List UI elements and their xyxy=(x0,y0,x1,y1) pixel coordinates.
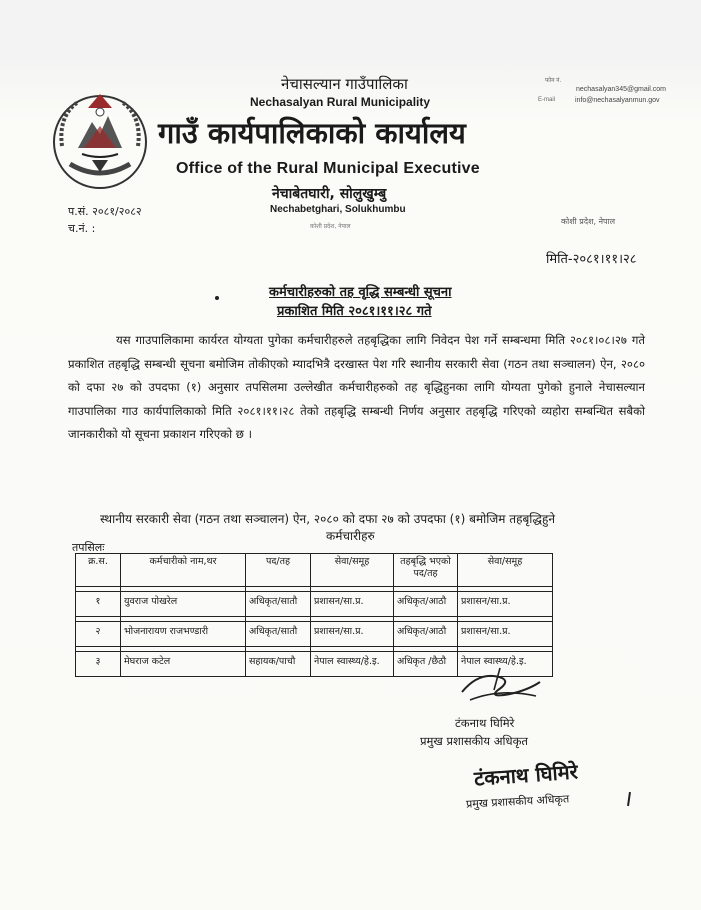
table-title-line-1: स्थानीय सरकारी सेवा (गठन तथा सञ्चालन) ऐन, २०८० को दफा २७ को उपदफा (१) बमोजिम तहबृद्धिहुने xyxy=(100,512,556,526)
name-stamp: टंकनाथ घिमिरे xyxy=(473,759,579,791)
cell-post: सहायक/पाचौ xyxy=(246,652,311,677)
staff-promotion-table xyxy=(75,553,553,677)
cell-service: प्रशासन/सा.प्र. xyxy=(311,592,394,617)
email-secondary: info@nechasalyanmun.gov xyxy=(575,97,660,104)
table-row xyxy=(76,622,553,647)
notice-body: यस गाउपालिकामा कार्यरत योग्यता पुगेका कर्मचारीहरुले तहबृद्धिका लागि निवेदन पेश गर्ने सम्बन्धमा मिति २०८१।०८।२७ गते प्रकाशित तहबृद्धि सम्बन्धी सूचना बमोजिम तोकीएको म्यादभित्रै दरखास्त पेश गरि स्थानीय सरकारी सेवा (गठन तथा सञ्चालन) ऐन, २०८० को दफा २७ को उपदफा (१) अनुसार तपसिलमा उल्लेखीत कर्मचारीहरुको तह बृद्धिहुनका लागि योग्यता पुगेको हुनाले नेचासल्यान गाउपालिका गाउ कार्यपालिकाको मिति २०८१।११।२८ तेको तहबृद्धि सम्बन्धी निर्णय अनुसार तहबृद्धि गरिएको व्यहोरा सम्बन्धित सबैको जानकारीको यो सूचना प्रकाशन गरिएको छ । xyxy=(68,333,645,441)
cell-post: अधिकृत/सातौ xyxy=(246,592,311,617)
letter-date: मिति-२०८१।११।२८ xyxy=(546,252,637,267)
handwritten-signature xyxy=(440,660,550,710)
table-title-line-2: कर्मचारीहरु xyxy=(326,529,375,543)
dispatch-number: च.नं. : xyxy=(68,222,96,235)
office-title-en: Office of the Rural Municipal Executive xyxy=(176,160,480,177)
cell-serial: ३ xyxy=(76,652,121,677)
cell-new-service: नेपाल स्वास्थ्य/हे.इ. xyxy=(458,652,553,677)
cell-name: मेघराज कटेल xyxy=(121,652,246,677)
cell-new-service: प्रशासन/सा.प्र. xyxy=(458,622,553,647)
cell-new-service: प्रशासन/सा.प्र. xyxy=(458,592,553,617)
tapsil-label: तपसिलः xyxy=(72,541,105,554)
cell-post: अधिकृत/सातौ xyxy=(246,622,311,647)
cell-new-post: अधिकृत/आठौ xyxy=(394,622,458,647)
contact-label-phone: फोन नं. xyxy=(545,78,562,84)
email-primary: nechasalyan345@gmail.com xyxy=(576,86,666,93)
contact-label-email: E-mail xyxy=(538,97,556,103)
signatory-designation: प्रमुख प्रशासकीय अधिकृत xyxy=(420,734,528,748)
designation-stamp: प्रमुख प्रशासकीय अधिकृत xyxy=(465,792,570,811)
cell-name: युवराज पोखरेल xyxy=(121,592,246,617)
cell-new-post: अधिकृत/आठौ xyxy=(394,592,458,617)
cell-new-post: अधिकृत /छैठौ xyxy=(394,652,458,677)
address-np: नेचाबेतघारी, सोलुखुम्बु xyxy=(272,186,387,202)
reference-number: प.सं. २०८१/२०८२ xyxy=(68,205,142,218)
header-employee-name: कर्मचारीको नाम,थर xyxy=(121,554,246,587)
scan-speck xyxy=(215,296,219,300)
scan-top-margin xyxy=(0,0,701,62)
province-label: कोशी प्रदेश, नेपाल xyxy=(561,217,616,226)
header-serial: क्र.स. xyxy=(76,554,121,587)
rmc-name-np: नेचासल्यान गाउँपालिका xyxy=(281,75,408,93)
cell-service: नेपाल स्वास्थ्य/हे.इ. xyxy=(311,652,394,677)
cell-serial: १ xyxy=(76,592,121,617)
header-service-group: सेवा/समूह xyxy=(311,554,394,587)
table-header-row xyxy=(76,554,553,587)
subject-line-1: कर्मचारीहरुको तह वृद्धि सम्बन्धी सूचना xyxy=(269,285,452,300)
signatory-name: टंकनाथ घिमिरे xyxy=(455,716,515,730)
header-promoted-post: तहबृद्धि भएको पद/तह xyxy=(394,554,458,587)
small-stamp-text: कोशी प्रदेश, नेपाल xyxy=(310,223,351,230)
cell-serial: २ xyxy=(76,622,121,647)
header-post-level: पद/तह xyxy=(246,554,311,587)
table-row xyxy=(76,592,553,617)
header-new-service-group: सेवा/समूह xyxy=(458,554,553,587)
rmc-name-en: Nechasalyan Rural Municipality xyxy=(250,95,431,109)
ink-mark xyxy=(627,792,631,806)
office-title-np: गाउँ कार्यपालिकाको कार्यालय xyxy=(158,116,466,150)
cell-service: प्रशासन/सा.प्र. xyxy=(311,622,394,647)
nepal-government-emblem-icon xyxy=(48,86,152,190)
subject-line-2: प्रकाशित मिति २०८१।११।२८ गते xyxy=(277,304,432,319)
cell-name: भोजनारायण राजभण्डारी xyxy=(121,622,246,647)
address-en: Nechabetghari, Solukhumbu xyxy=(270,204,406,215)
